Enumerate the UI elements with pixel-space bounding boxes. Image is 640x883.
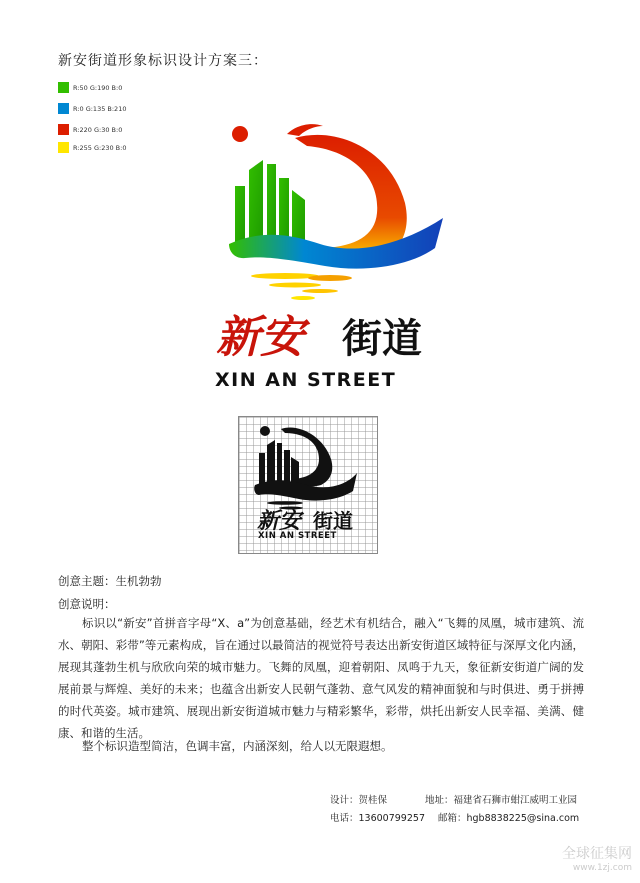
sun-icon [232, 126, 248, 142]
water-reflection [251, 273, 352, 300]
swatch-label-green: R:50 G:190 B:0 [73, 83, 123, 92]
address-info: 地址：福建省石狮市蚶江威明工业园 [425, 795, 578, 806]
designer-info: 设计：贺桂保 [330, 795, 388, 806]
watermark-main: 全球征集网 [562, 846, 632, 862]
red-swatch-chip [58, 124, 69, 135]
swatch-blue [58, 103, 126, 114]
grid-brand-name-en: XIN AN STREET [258, 531, 337, 541]
watermark-sub: www.1zj.com [572, 863, 632, 873]
grid-brand-name-black: 街道 [313, 509, 353, 533]
swatch-label-blue: R:0 G:135 B:210 [73, 104, 127, 113]
grid-brand-name-red: 新安 [257, 508, 302, 534]
yellow-swatch-chip [58, 142, 69, 153]
creative-theme: 创意主题：生机勃勃 [58, 574, 162, 588]
emblem-logo [225, 118, 450, 308]
creative-paragraph-2: 整个标识造型简洁，色调丰富，内涵深刻，给人以无限遐想。 [82, 739, 393, 753]
brand-name-en: XIN AN STREET [215, 369, 397, 391]
blue-swatch-chip [58, 103, 69, 114]
green-swatch-chip [58, 82, 69, 93]
grid-brand-name-cn [255, 504, 370, 534]
swatch-yellow [58, 142, 126, 153]
creative-explain-title: 创意说明： [58, 597, 116, 611]
email-info: 邮箱：hgb8838225@sina.com [438, 813, 580, 824]
brand-name-black: 街道 [342, 316, 422, 362]
brand-name-red: 新安 [216, 312, 304, 363]
phoenix-crest [287, 124, 323, 136]
site-watermark [562, 843, 632, 873]
swatch-red [58, 124, 122, 135]
swatch-green [58, 82, 122, 93]
swatch-label-yellow: R:255 G:230 B:0 [73, 143, 127, 152]
phone-info: 电话：13600799257 [330, 813, 425, 824]
page-title: 新安街道形象标识设计方案三： [58, 53, 268, 69]
swatch-label-red: R:220 G:30 B:0 [73, 125, 123, 134]
creative-paragraph-1: 标识以“新安”首拼音字母“X、a”为创意基础，经艺术有机结合，融入“飞舞的凤凰，城市建筑、流水、朝阳、彩带”等元素构成，旨在通过以最简洁的视觉符号表达出新安街道区域特征与深厚文化内涵，展现其蓬勃生机与欣欣向荣的城市魅力。飞舞的凤凰，迎着朝阳、凤鸣于九天，象征新安街道广阔的发展前景与辉煌、美好的未来；也蕴含出新安人民朝气蓬勃、意气风发的精神面貌和与时俱进、勇于拼搏的时代英姿。城市建筑、展现出新安街道城市魅力与精彩繁华，彩带，烘托出新安人民幸福、美满、健康、和谐的生活。 [58, 616, 584, 740]
brand-name-cn [212, 308, 452, 364]
